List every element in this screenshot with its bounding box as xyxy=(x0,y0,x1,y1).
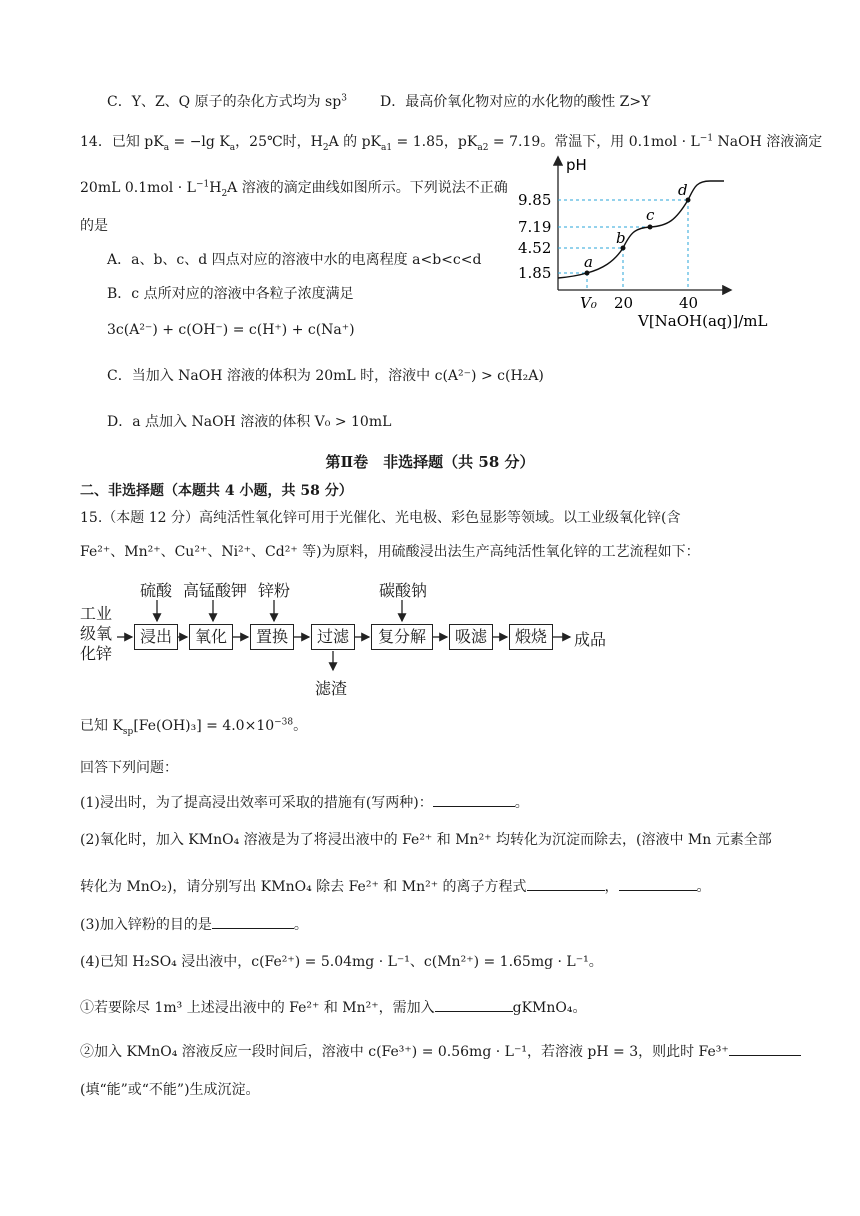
reagent-zinc-powder: 锌粉 xyxy=(258,581,291,600)
q15-part4-2: ②加入 KMnO₄ 溶液反应一段时间后，溶液中 c(Fe³⁺) = 0.56mg · L⁻¹，若溶液 pH = 3，则此时 Fe³⁺ xyxy=(80,1041,801,1062)
flow-end-product: 成品 xyxy=(574,630,607,649)
q14-option-a: A．a、b、c、d 四点对应的溶液中水的电离程度 a<b<c<d xyxy=(107,252,482,268)
step-oxidation: 氧化 xyxy=(189,624,233,650)
y-axis-label: pH xyxy=(566,156,587,174)
x-tick-40: 40 xyxy=(679,294,699,312)
x-axis-label: V[NaOH(aq)]/mL xyxy=(638,312,768,330)
x-tick-v0: V₀ xyxy=(580,294,597,312)
q14-option-b: B．c 点所对应的溶液中各粒子浓度满足 xyxy=(107,286,354,302)
reagent-sodium-carbonate: 碳酸钠 xyxy=(379,581,428,600)
flow-start-label: 工业 级氧 化锌 xyxy=(80,604,113,663)
q14-stem-line3: 的是 xyxy=(80,218,108,234)
q13-option-c: C．Y、Z、Q 原子的杂化方式均为 $sp^3$ xyxy=(107,93,347,110)
q15-part3: (3)加入锌粉的目的是 。 xyxy=(80,914,308,935)
q15-part1: (1)浸出时，为了提高浸出效率可采取的措施有(写两种)： 。 xyxy=(80,792,529,813)
q14-stem-line1: 14．已知 $pK_a = -\lg$ $K_a$，25℃时，$H_2A$ 的 $pK_{a1} = 1.85$，$pK_{a2} = 7.19$。常温下，用 $0.1mol \cdot L^{-1}$ NaOH 溶液滴定 xyxy=(80,133,823,153)
blank-2b[interactable] xyxy=(619,876,697,891)
y-tick-4.52: 4.52 xyxy=(518,239,552,257)
q15-known: 已知 $K_{sp}[Fe(OH)_3] = 4.0\times 10^{-38}$。 xyxy=(80,717,308,737)
q14-option-c: C．当加入 NaOH 溶液的体积为 20mL 时，溶液中 c(A²⁻) > c(H₂A) xyxy=(107,368,544,384)
q14-option-d: D．a 点加入 NaOH 溶液的体积 V₀ > 10mL xyxy=(107,414,392,430)
step-suction-filtration: 吸滤 xyxy=(449,624,493,650)
q13-option-d: D．最高价氧化物对应的水化物的酸性 Z>Y xyxy=(380,94,651,110)
q15-part4: (4)已知 H₂SO₄ 浸出液中，c(Fe²⁺) = 5.04mg · L⁻¹、c(Mn²⁺) = 1.65mg · L⁻¹。 xyxy=(80,954,603,970)
reagent-sulfuric-acid: 硫酸 xyxy=(140,581,173,600)
q15-part4-2-tail: (填“能”或“不能”)生成沉淀。 xyxy=(80,1082,260,1098)
q14-option-b-equation: 3c(A²⁻) + c(OH⁻) = c(H⁺) + c(Na⁺) xyxy=(107,322,355,338)
reagent-permanganate: 高锰酸钾 xyxy=(183,581,248,600)
blank-4-1[interactable] xyxy=(435,997,513,1012)
flow-residue: 滤渣 xyxy=(315,679,348,698)
point-a xyxy=(585,271,590,276)
q15-part2-line1: (2)氧化时，加入 KMnO₄ 溶液是为了将浸出液中的 Fe²⁺ 和 Mn²⁺ 均转化为沉淀而除去，(溶液中 Mn 元素全部 xyxy=(80,832,772,848)
blank-4-2[interactable] xyxy=(729,1041,801,1056)
step-filtration: 过滤 xyxy=(311,624,355,650)
step-leaching: 浸出 xyxy=(134,624,178,650)
y-tick-1.85: 1.85 xyxy=(518,264,552,282)
point-b-label: b xyxy=(616,229,626,247)
point-c xyxy=(648,225,653,230)
blank-2a[interactable] xyxy=(527,876,605,891)
q14-stem-line2: 20mL $0.1mol \cdot L^{-1}H_2A$ 溶液的滴定曲线如图所示。下列说法不正确 xyxy=(80,179,508,199)
point-a-label: a xyxy=(584,253,593,271)
q15-stem-line2: Fe²⁺、Mn²⁺、Cu²⁺、Ni²⁺、Cd²⁺ 等)为原料，用硫酸浸出法生产高纯活性氧化锌的工艺流程如下： xyxy=(80,544,700,560)
section-title: 第Ⅱ卷 非选择题（共 58 分） xyxy=(325,453,535,471)
titration-curve xyxy=(558,181,724,278)
x-tick-20: 20 xyxy=(614,294,634,312)
titration-curve-graph xyxy=(510,150,790,340)
step-calcination: 煅烧 xyxy=(509,624,553,650)
y-tick-7.19: 7.19 xyxy=(518,218,552,236)
point-c-label: c xyxy=(646,206,655,224)
q15-part4-1: ①若要除尽 1m³ 上述浸出液中的 Fe²⁺ 和 Mn²⁺，需加入 gKMnO₄。 xyxy=(80,997,587,1018)
y-tick-9.85: 9.85 xyxy=(518,191,552,209)
q15-answer-prompt: 回答下列问题： xyxy=(80,760,178,776)
blank-1[interactable] xyxy=(433,792,515,807)
step-metathesis: 复分解 xyxy=(371,624,433,650)
blank-3[interactable] xyxy=(212,914,294,929)
q15-stem-line1: 15.（本题 12 分）高纯活性氧化锌可用于光催化、光电极、彩色显影等领域。以工业级氧化锌(含 xyxy=(80,510,681,526)
step-displacement: 置换 xyxy=(250,624,294,650)
q15-part2-line2: 转化为 MnO₂)，请分别写出 KMnO₄ 除去 Fe²⁺ 和 Mn²⁺ 的离子方程式 ， 。 xyxy=(80,876,711,897)
point-d-label: d xyxy=(678,181,688,199)
section-subtitle: 二、非选择题（本题共 4 小题，共 58 分） xyxy=(80,483,353,499)
